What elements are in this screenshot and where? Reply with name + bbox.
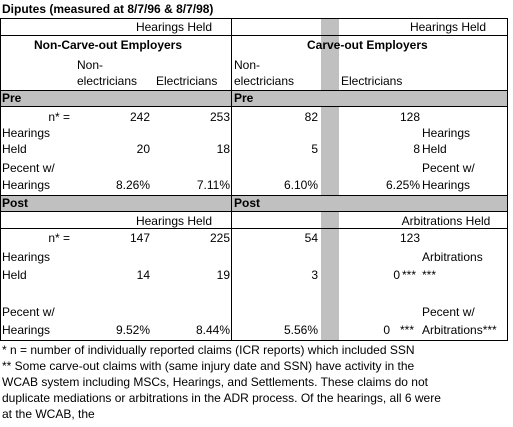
pre-hearings-label-1: Hearings: [2, 126, 51, 140]
col-elec: Electricians: [156, 74, 218, 88]
footnote-line: ** Some carve-out claims with (same injury date and SSN) have activity in the: [2, 359, 415, 373]
col-nonelec2-2: electricians: [234, 74, 295, 88]
pre-n-label: n* =: [48, 110, 70, 124]
pre-pct-label-1: Pecent w/: [2, 161, 55, 175]
pre-hearings-1: 18: [216, 142, 230, 156]
pre-label-right: Pre: [234, 91, 254, 105]
footnote-line: * n = number of individually reported claims (ICR reports) which included SSN: [2, 343, 415, 357]
pre-right-hearings-2: Held: [422, 142, 447, 156]
col-nonelec-2: electricians: [77, 74, 138, 88]
post-right-arb-2: ***: [422, 268, 437, 282]
post-label-left: Post: [2, 196, 29, 210]
pre-band: [0, 90, 508, 106]
post-hearings-3: 0: [393, 268, 400, 282]
pre-right-pct-2: Hearings: [422, 178, 471, 192]
post-hearings-held: Hearings Held: [135, 214, 213, 228]
hearings-held-right: Hearings Held: [409, 20, 487, 34]
footnote-line: at the WCAB, the: [2, 407, 95, 421]
post-n-1: 225: [209, 231, 230, 245]
col-elec2: Electricians: [341, 74, 403, 88]
pre-pct-3: 6.25%: [385, 178, 420, 192]
post-pct-label-2: Hearings: [2, 323, 51, 337]
post-hearings-label-2: Held: [2, 268, 27, 282]
pre-right-pct-1: Pecent w/: [422, 161, 475, 175]
post-hearings-1: 19: [216, 268, 230, 282]
post-right-arb-1: Arbitrations: [422, 250, 483, 264]
pre-n-2: 82: [304, 110, 318, 124]
non-carve-out-heading: Non-Carve-out Employers: [34, 38, 183, 52]
page-title: Diputes (measured at 8/7/96 & 8/7/98): [2, 2, 214, 16]
col-nonelec2-1: Non-: [234, 58, 261, 72]
hearings-held-left: Hearings Held: [135, 20, 213, 34]
pre-hearings-label-2: Held: [2, 142, 27, 156]
post-hearings-label-1: Hearings: [2, 250, 51, 264]
post-pct-label-1: Pecent w/: [2, 305, 55, 319]
post-pct-2: 5.56%: [283, 323, 318, 337]
separator-column: [321, 18, 339, 340]
post-n-3: 123: [399, 231, 420, 245]
post-right-pct-2: Arbitrations***: [422, 323, 497, 337]
post-right-pct-1: Pecent w/: [422, 305, 475, 319]
post-hearings-2: 3: [311, 268, 318, 282]
pre-hearings-3: 8: [413, 142, 420, 156]
post-arbitrations-held: Arbitrations Held: [401, 214, 491, 228]
pre-pct-label-2: Hearings: [2, 178, 51, 192]
pre-right-hearings-1: Hearings: [422, 126, 471, 140]
pre-n-3: 128: [399, 110, 420, 124]
pre-pct-2: 6.10%: [283, 178, 318, 192]
pre-n-0: 242: [129, 110, 150, 124]
post-pct-note: ***: [400, 323, 415, 337]
pre-label-left: Pre: [2, 91, 22, 105]
post-pct-3: 0: [383, 323, 390, 337]
pre-hearings-0: 20: [136, 142, 150, 156]
post-label-right: Post: [234, 196, 261, 210]
pre-pct-0: 8.26%: [115, 178, 150, 192]
post-hearings-note: ***: [402, 268, 417, 282]
post-n-label: n* =: [48, 231, 70, 245]
carve-out-heading: Carve-out Employers: [307, 38, 428, 52]
post-pct-0: 9.52%: [115, 323, 150, 337]
post-n-0: 147: [129, 231, 150, 245]
post-pct-1: 8.44%: [195, 323, 230, 337]
pre-pct-1: 7.11%: [196, 178, 230, 192]
pre-hearings-2: 5: [311, 142, 318, 156]
footnote-line: duplicate mediations or arbitrations in the ADR process. Of the hearings, all 6 were: [2, 391, 441, 405]
footnote-line: WCAB system including MSCs, Hearings, and Settlements. These claims do not: [2, 375, 428, 389]
pre-n-1: 253: [209, 110, 230, 124]
col-nonelec-1: Non-: [77, 58, 104, 72]
post-hearings-0: 14: [136, 268, 150, 282]
post-n-2: 54: [304, 231, 318, 245]
